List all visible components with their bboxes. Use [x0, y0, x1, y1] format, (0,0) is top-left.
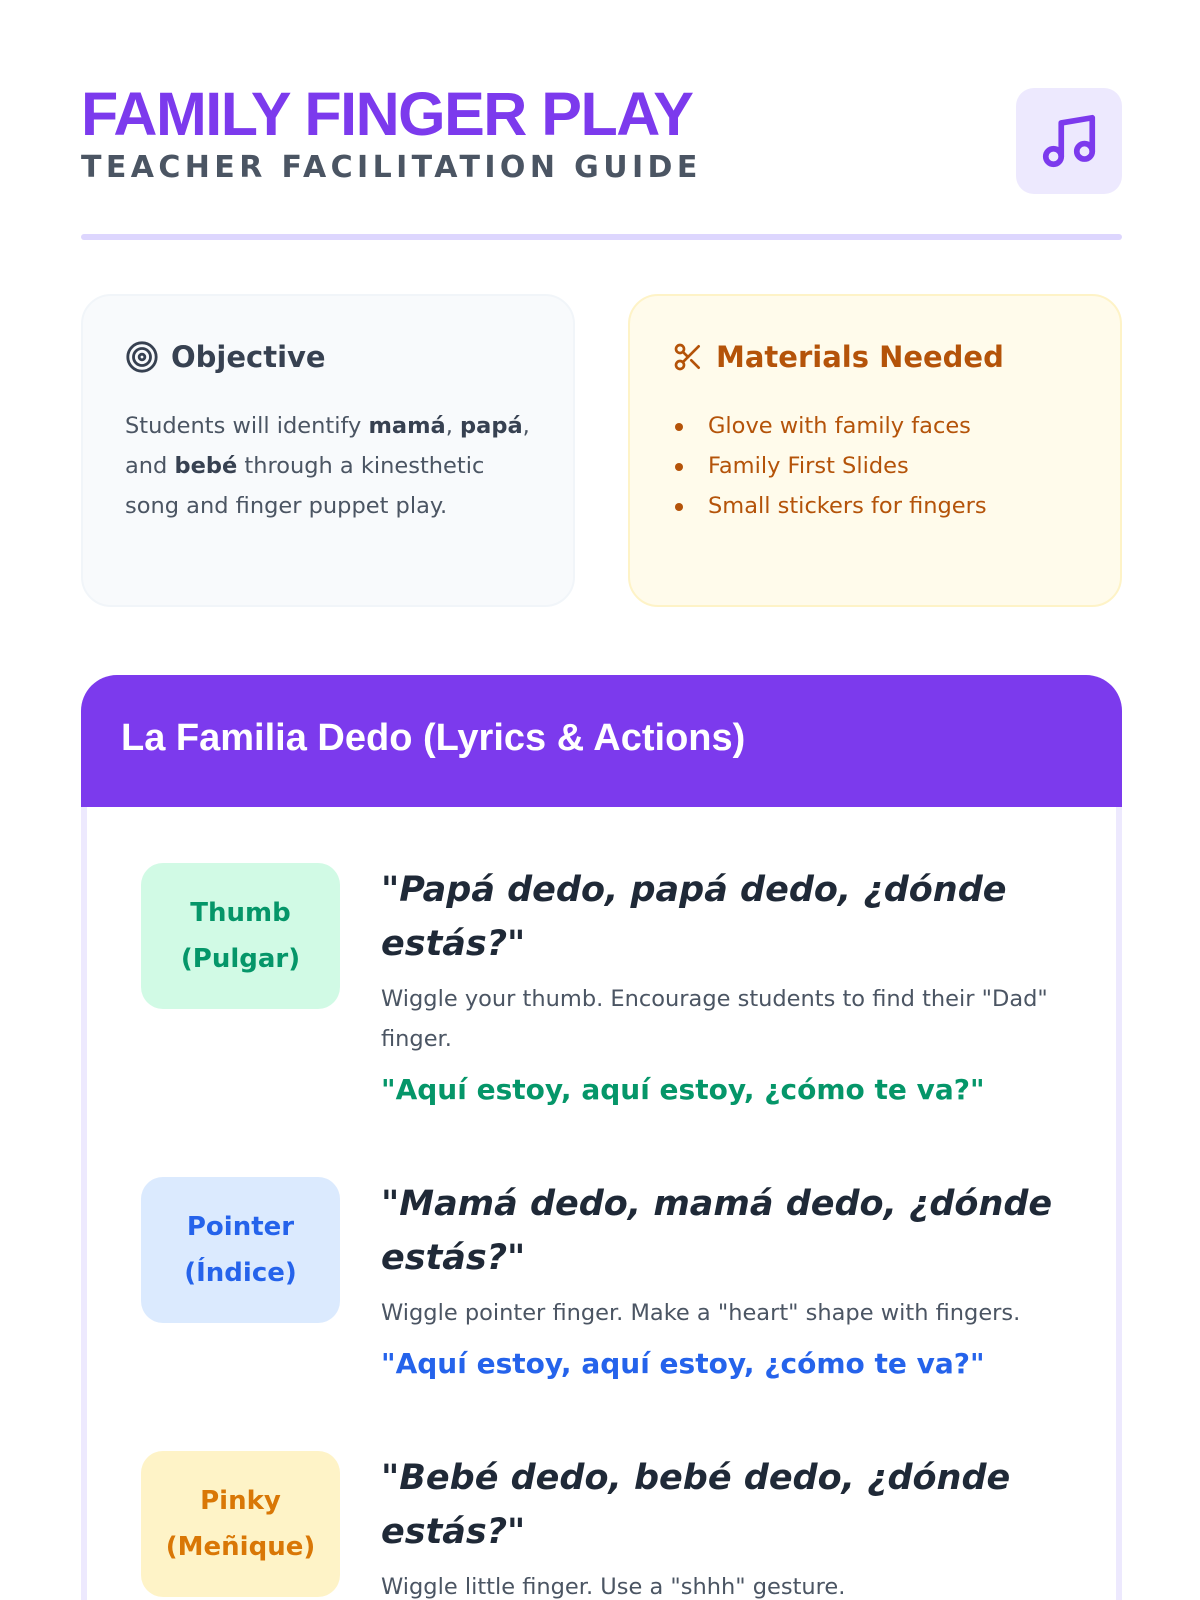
music-badge: [1016, 88, 1122, 194]
keyword-bebe: bebé: [174, 453, 238, 479]
materials-title: Materials Needed: [716, 340, 1004, 374]
keyword-papa: papá: [460, 413, 523, 439]
song-title: La Familia Dedo (Lyrics & Actions): [121, 717, 746, 759]
materials-card: [628, 294, 1122, 607]
objective-card: [81, 294, 575, 607]
verse-response: "Aquí estoy, aquí estoy, ¿cómo te va?": [381, 1073, 985, 1106]
finger-tag-pointer: Pointer (Índice): [141, 1177, 340, 1323]
finger-tag-thumb: Thumb (Pulgar): [141, 863, 340, 1009]
verse-body: [381, 1177, 1071, 1384]
verse-body: [381, 1451, 1071, 1600]
materials-item: Family First Slides: [672, 446, 987, 486]
verse-response: "Aquí estoy, aquí estoy, ¿cómo te va?": [381, 1347, 985, 1380]
materials-list: [672, 406, 987, 526]
page-title: FAMILY FINGER PLAY: [81, 80, 693, 148]
verse-lyric: "Papá dedo, papá dedo, ¿dónde estás?": [381, 870, 1007, 964]
page-subtitle: TEACHER FACILITATION GUIDE: [81, 150, 702, 185]
verse-body: [381, 863, 1071, 1110]
header-divider: [81, 234, 1122, 240]
materials-item: Glove with family faces: [672, 406, 987, 446]
keyword-mama: mamá: [368, 413, 446, 439]
objective-heading: [125, 340, 326, 374]
song-header: [81, 675, 1122, 807]
target-icon: [125, 340, 159, 374]
verse-action: Wiggle little finger. Use a "shhh" gesture.: [381, 1574, 846, 1600]
objective-title: Objective: [171, 340, 326, 374]
objective-text: Students will identify mamá, papá, and bebé through a kinesthetic song and finger puppet play.: [125, 413, 530, 519]
verse-lyric: "Bebé dedo, bebé dedo, ¿dónde estás?": [381, 1458, 1011, 1552]
scissors-icon: [672, 341, 704, 373]
verse-action: Wiggle pointer finger. Make a "heart" shape with fingers.: [381, 1300, 1021, 1326]
verse-action: Wiggle your thumb. Encourage students to find their "Dad" finger.: [381, 986, 1048, 1052]
materials-item: Small stickers for fingers: [672, 486, 987, 526]
materials-heading: [672, 340, 1004, 374]
page-header: [81, 82, 1122, 242]
music-note-icon: [1038, 110, 1100, 172]
verse-lyric: "Mamá dedo, mamá dedo, ¿dónde estás?": [381, 1184, 1053, 1278]
finger-tag-pinky: Pinky (Meñique): [141, 1451, 340, 1597]
